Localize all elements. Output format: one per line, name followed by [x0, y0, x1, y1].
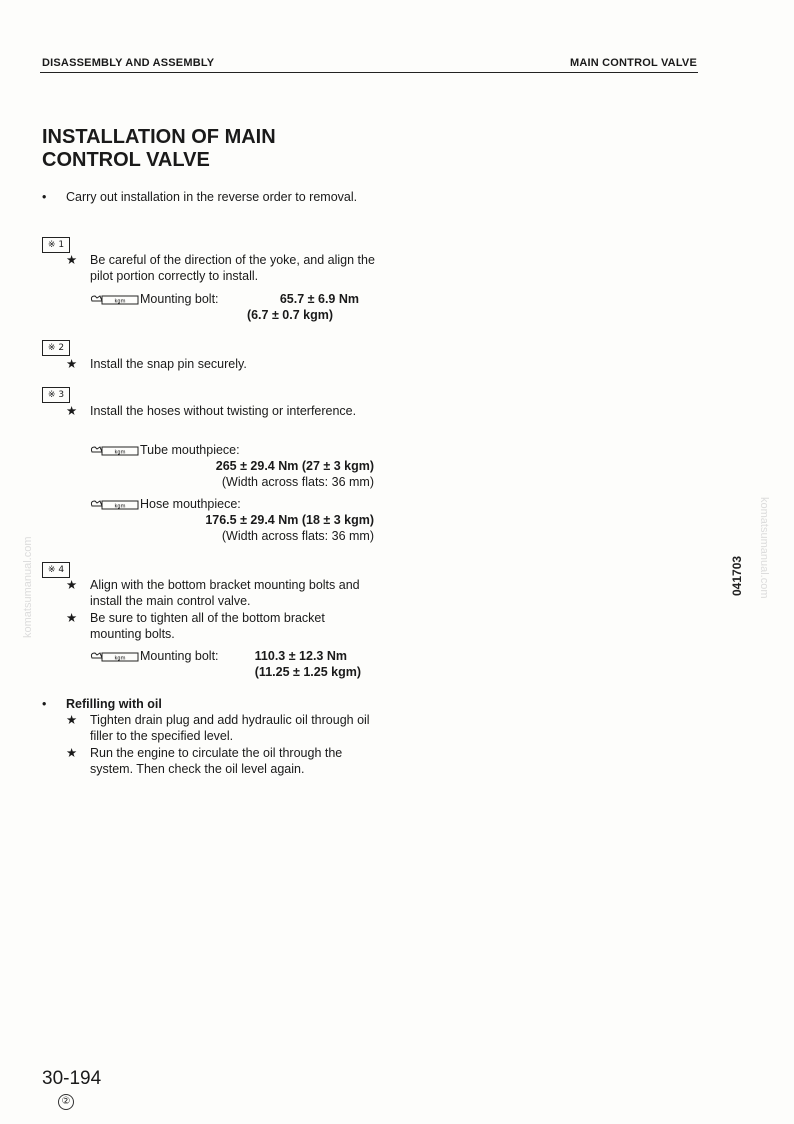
star-icon: ★: [66, 611, 78, 625]
refill-heading: Refilling with oil: [66, 697, 162, 711]
section-1-spec-value: 65.7 ± 6.9 Nm: [279, 292, 359, 306]
section-1-note: [42, 252, 382, 286]
section-4-note-2-text: Be sure to tighten all of the bottom bracket mounting bolts.: [90, 611, 325, 641]
hose-width-across-flats: (Width across flats: 36 mm): [221, 529, 374, 543]
torque-wrench-icon: [90, 650, 140, 662]
page-title-line-2: CONTROL VALVE: [42, 149, 210, 171]
tube-mouthpiece-value: 265 ± 29.4 Nm (27 ± 3 kgm): [215, 459, 374, 473]
tube-mouthpiece-label: Tube mouthpiece:: [140, 443, 240, 457]
torque-icon-unit: kgm: [114, 298, 126, 305]
ref-mark-4: ※ 4: [42, 562, 70, 578]
page-title: [42, 126, 276, 172]
intro-text: Carry out installation in the reverse order to removal.: [66, 190, 358, 204]
revision-mark: ②: [58, 1094, 74, 1110]
tube-width-across-flats: (Width across flats: 36 mm): [221, 475, 374, 489]
star-icon: ★: [66, 357, 78, 371]
section-1-spec-label: Mounting bolt:: [140, 292, 219, 306]
header-section-title: DISASSEMBLY AND ASSEMBLY: [42, 57, 215, 69]
star-icon: ★: [66, 404, 78, 418]
section-4-note-2: [42, 610, 382, 644]
star-icon: ★: [66, 746, 78, 760]
star-icon: ★: [66, 713, 78, 727]
hose-mouthpiece-value: 176.5 ± 29.4 Nm (18 ± 3 kgm): [205, 513, 374, 527]
refill-note-1: [42, 712, 382, 746]
torque-wrench-icon: [90, 498, 140, 510]
header-divider: [40, 72, 698, 73]
ref-mark-2: ※ 2: [42, 340, 70, 356]
section-4-spec-sub: (11.25 ± 1.25 kgm): [254, 665, 361, 679]
section-4-note-1-text: Align with the bottom bracket mounting bolts and install the main control valve.: [90, 578, 360, 608]
bullet-icon: •: [42, 190, 47, 204]
page-title-line-1: INSTALLATION OF MAIN: [42, 126, 276, 148]
section-4-spec-value: 110.3 ± 12.3 Nm: [254, 649, 347, 663]
section-1-note-text: Be careful of the direction of the yoke, and align the pilot portion correctly to install.: [90, 253, 375, 283]
watermark-left-text: komatsumanual.com: [22, 536, 34, 638]
refill-note-1-text: Tighten drain plug and add hydraulic oil through oil filler to the specified level.: [90, 713, 370, 743]
bullet-icon: •: [42, 697, 47, 711]
refill-note-2-text: Run the engine to circulate the oil through the system. Then check the oil level again.: [90, 746, 343, 776]
header-component-title: MAIN CONTROL VALVE: [569, 57, 697, 69]
torque-icon-unit: kgm: [114, 503, 126, 510]
section-3-note: [42, 403, 382, 437]
hose-mouthpiece-label: Hose mouthpiece:: [140, 497, 241, 511]
section-2-note-text: Install the snap pin securely.: [90, 357, 247, 371]
section-3-note-text: Install the hoses without twisting or interference.: [90, 404, 357, 418]
watermark-left: [18, 490, 36, 640]
figure-code-text: 041703: [730, 555, 744, 596]
torque-wrench-icon: [90, 293, 140, 305]
section-2-note: [42, 356, 382, 374]
section-1-spec-sub: (6.7 ± 0.7 kgm): [246, 308, 333, 322]
torque-icon-unit: kgm: [114, 449, 126, 456]
ref-mark-1: ※ 1: [42, 237, 70, 253]
refill-note-2: [42, 745, 382, 779]
intro-item: [42, 189, 382, 223]
star-icon: ★: [66, 578, 78, 592]
star-icon: ★: [66, 253, 78, 267]
torque-icon-unit: kgm: [114, 655, 126, 662]
watermark-right: [756, 495, 774, 635]
section-4-note-1: [42, 577, 382, 611]
figure-code: [722, 548, 752, 598]
section-4-spec-label: Mounting bolt:: [140, 649, 219, 663]
watermark-right-text: komatsumanual.com: [758, 497, 770, 599]
page-number: 30-194: [42, 1068, 102, 1089]
ref-mark-3: ※ 3: [42, 387, 70, 403]
torque-wrench-icon: [90, 444, 140, 456]
